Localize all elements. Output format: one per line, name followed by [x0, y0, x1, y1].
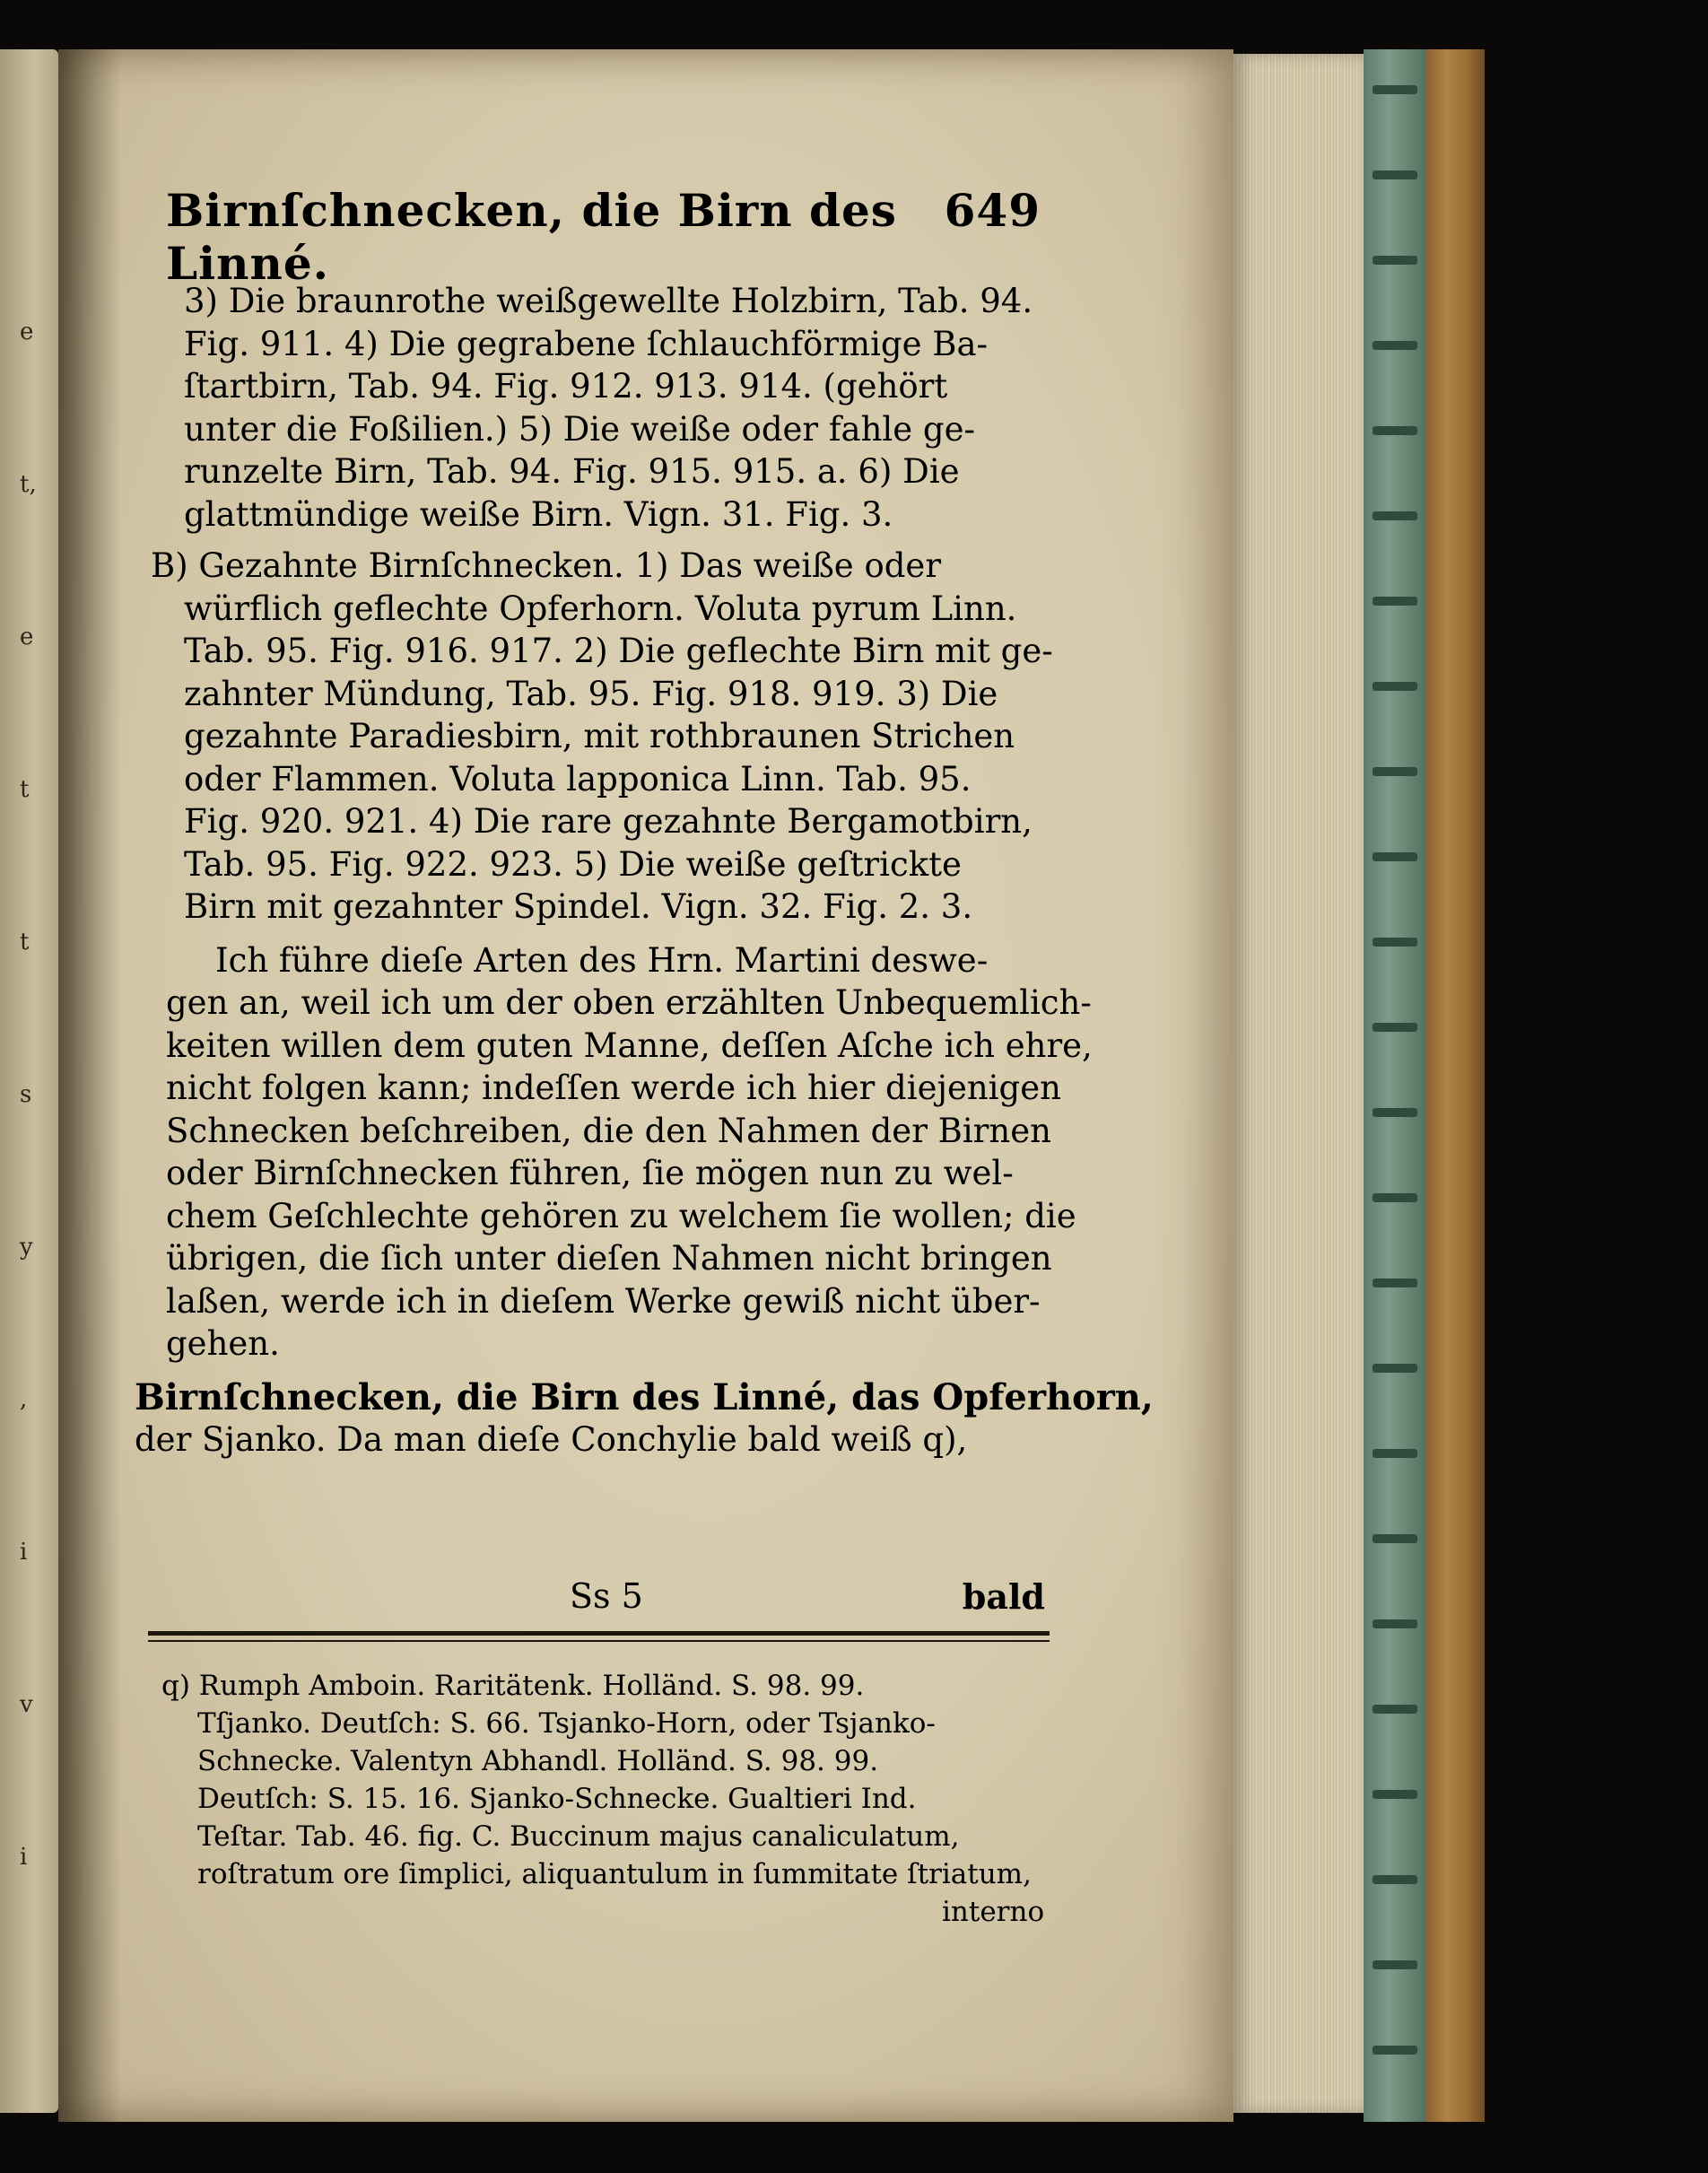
spine-band — [1372, 1278, 1417, 1287]
text-line: Ich führe dieſe Arten des Hrn. Martini deswe- — [215, 941, 989, 980]
gutter-shadow — [58, 49, 121, 2122]
left-page-glyph: t — [20, 929, 30, 956]
spine-band — [1372, 511, 1417, 520]
text-line: Tab. 95. Fig. 916. 917. 2) Die geflechte Birn mit ge- — [184, 632, 1053, 670]
text-line: keiten willen dem guten Manne, deſſen Aſche ich ehre, — [166, 1026, 1093, 1065]
footnote-line: Tſjanko. Deutſch: S. 66. Tsjanko-Horn, oder Tsjanko- — [197, 1707, 936, 1740]
footnote-rule-thin — [148, 1640, 1050, 1642]
left-page-glyph: s — [20, 1081, 32, 1108]
footnote-line: Teſtar. Tab. 46. fig. C. Buccinum majus canaliculatum, — [197, 1820, 960, 1853]
text-line: oder Birnſchnecken führen, ſie mögen nun zu wel- — [166, 1154, 1014, 1192]
footnote-line: Deutſch: S. 15. 16. Sjanko-Schnecke. Gualtieri Ind. — [197, 1783, 917, 1815]
text-line: laßen, werde ich in dieſem Werke gewiß nicht über- — [166, 1282, 1041, 1321]
left-page-glyph: i — [20, 1539, 28, 1566]
spine-band — [1372, 170, 1417, 179]
text-line: übrigen, die ſich unter dieſen Nahmen nicht bringen — [166, 1239, 1052, 1278]
text-line: gen an, weil ich um der oben erzählten Unbequemlich- — [166, 983, 1092, 1022]
page-number: 649 — [944, 184, 1041, 237]
text-line: Birn mit gezahnter Spindel. Vign. 32. Fig. 2. 3. — [184, 887, 973, 926]
spine-band — [1372, 852, 1417, 861]
footnote-line: roſtratum ore ſimplici, aliquantulum in ſummitate ſtriatum, — [197, 1858, 1032, 1890]
footnote-rule — [148, 1631, 1050, 1636]
left-page-glyph: t, — [20, 471, 37, 498]
spine-band — [1372, 1875, 1417, 1884]
spine-band — [1372, 682, 1417, 691]
text-line: zahnter Mündung, Tab. 95. Fig. 918. 919. 3) Die — [184, 675, 998, 713]
text-line: würflich geflechte Opferhorn. Voluta pyrum Linn. — [184, 589, 1017, 628]
text-line: unter die Foßilien.) 5) Die weiße oder fahle ge- — [184, 410, 976, 449]
book-spine — [1364, 49, 1426, 2122]
spine-band — [1372, 1449, 1417, 1458]
text-line: B) Gezahnte Birnſchnecken. 1) Das weiße oder — [151, 546, 942, 585]
spine-band — [1372, 256, 1417, 265]
spine-band — [1372, 938, 1417, 947]
spine-band — [1372, 597, 1417, 606]
text-line: Birnſchnecken, die Birn des Linné, das Opferhorn, — [135, 1376, 1154, 1418]
text-line: 3) Die braunrothe weißgewellte Holzbirn, Tab. 94. — [184, 282, 1033, 320]
running-head — [166, 184, 1063, 290]
text-line: Tab. 95. Fig. 922. 923. 5) Die weiße geſtrickte — [184, 845, 962, 884]
spine-band — [1372, 85, 1417, 94]
text-line: runzelte Birn, Tab. 94. Fig. 915. 915. a. 6) Die — [184, 452, 960, 491]
spine-band — [1372, 767, 1417, 776]
spine-band — [1372, 1364, 1417, 1373]
spine-band — [1372, 1193, 1417, 1202]
text-line: nicht folgen kann; indeſſen werde ich hier diejenigen — [166, 1069, 1061, 1107]
spine-band — [1372, 426, 1417, 435]
spine-band — [1372, 2046, 1417, 2055]
page-edges — [1233, 54, 1364, 2113]
spine-band — [1372, 341, 1417, 350]
spine-band — [1372, 1534, 1417, 1543]
signature-mark: Ss 5 — [570, 1576, 643, 1616]
text-line: Fig. 920. 921. 4) Die rare gezahnte Bergamotbirn, — [184, 802, 1033, 841]
footnote-line: Schnecke. Valentyn Abhandl. Holländ. S. 98. 99. — [197, 1745, 879, 1777]
spine-band — [1372, 1790, 1417, 1799]
text-line: ſtartbirn, Tab. 94. Fig. 912. 913. 914. (gehört — [184, 367, 948, 406]
book-cover — [1426, 49, 1485, 2122]
left-page-glyph: e — [20, 319, 34, 345]
left-page-glyph: e — [20, 624, 34, 650]
left-page-glyph: v — [20, 1691, 33, 1718]
spine-band — [1372, 1023, 1417, 1032]
running-head-title: Birnſchnecken, die Birn des Linné. — [166, 184, 897, 290]
footnote-line: q) Rumph Amboin. Raritätenk. Holländ. S. 98. 99. — [161, 1670, 865, 1702]
text-line: chem Geſchlechte gehören zu welchem ſie wollen; die — [166, 1197, 1076, 1235]
text-line: gehen. — [166, 1324, 280, 1363]
spine-band — [1372, 1705, 1417, 1714]
catchword: bald — [962, 1576, 1045, 1617]
spine-band — [1372, 1619, 1417, 1628]
footnote-line: interno — [942, 1896, 1045, 1928]
left-page-fragments — [0, 49, 58, 2113]
text-line: der Sjanko. Da man dieſe Conchylie bald weiß q), — [135, 1420, 968, 1459]
text-line: Schnecken beſchreiben, die den Nahmen der Birnen — [166, 1112, 1051, 1150]
text-line: oder Flammen. Voluta lapponica Linn. Tab. 95. — [184, 760, 972, 799]
text-line: gezahnte Paradiesbirn, mit rothbraunen Strichen — [184, 717, 1015, 755]
left-page-glyph: t — [20, 776, 30, 803]
spine-band — [1372, 1960, 1417, 1969]
left-page-glyph: i — [20, 1844, 28, 1871]
text-line: glattmündige weiße Birn. Vign. 31. Fig. 3. — [184, 495, 893, 534]
page-footer — [139, 1576, 1045, 1621]
left-page-glyph: , — [20, 1386, 28, 1413]
left-page-edge — [0, 49, 58, 2113]
left-page-glyph: y — [20, 1234, 33, 1261]
text-line: Fig. 911. 4) Die gegrabene ſchlauchförmige Ba- — [184, 325, 989, 363]
spine-band — [1372, 1108, 1417, 1117]
